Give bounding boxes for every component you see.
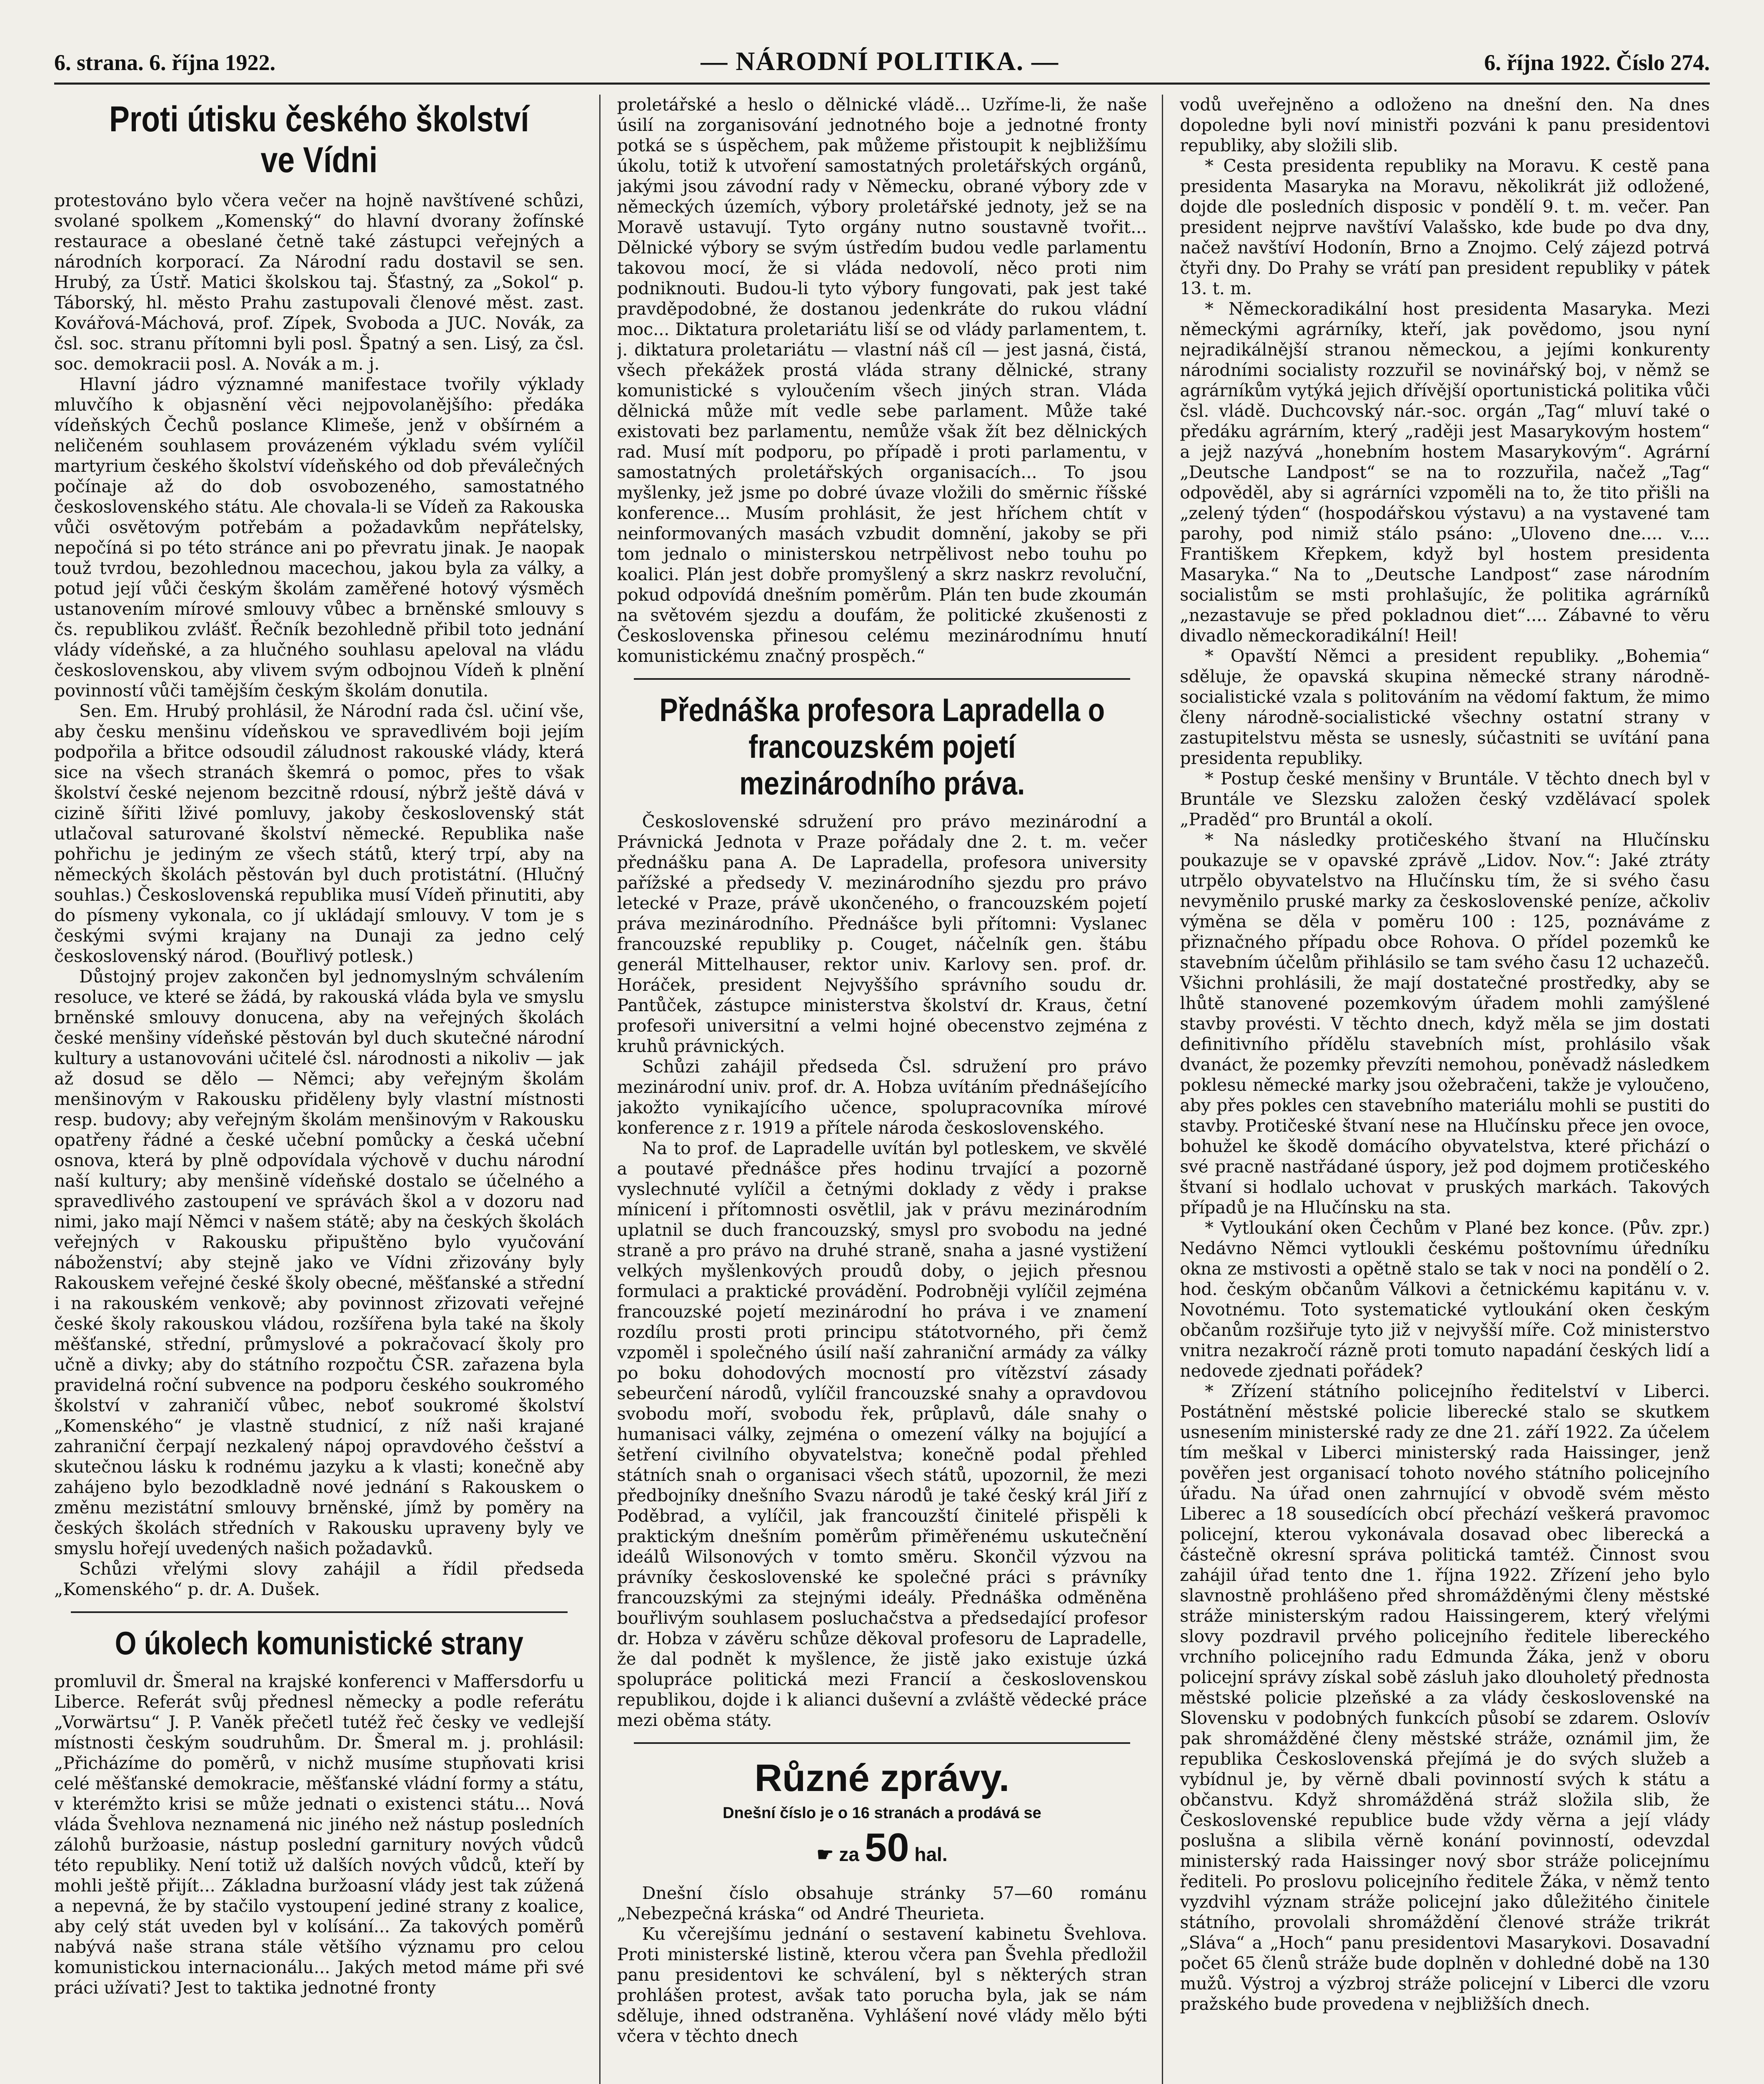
issue-note: Dnešní číslo je o 16 stranách a prodává se xyxy=(723,1804,1041,1822)
article-paragraph: promluvil dr. Šmeral na krajské konferenci v Maffersdorfu u Liberce. Referát svůj přednesl německy a podle referátu „Vorwärtsu“ J. P. Vaněk přečetl tutéž řeč česky ve vedlejší místnosti českým soudruhům. Dr. Šmeral m. j. prohlásil: „Přicházíme do poměrů, v nichž musíme stupňovati krisi celé měšťanské demokracie, měšťanské vládní formy a státu, v kterémžto krisi se může jednati o existenci státu... Nová vláda Švehlova neznamená nic jiného než nástup posledních zálohů buržoasie, nástup poslední garnitury nových vůdců této republiky. Není totiž už dalších nových vůdců, kteří by mohli ještě přijít... Základna buržoasní vlády jest tak zúžená a nepevná, že by stačilo vystoupení jediné strany z koalice, aby celý stát uveden byl v kolísání... Za takových poměrů nabývá naše strana stále většího významu pro celou komunistickou internacionálu... Jakých metod máme při své práci užívati? Jest to taktika jednotné fronty xyxy=(54,1671,584,1998)
article-title-skolstvi: Proti útisku českého školství ve Vídni xyxy=(109,99,529,180)
article-paragraph: Na to prof. de Lapradelle uvítán byl potleskem, ve skvělé a poutavé přednášce přes hodinu trvající a pozorně vyslechnuté vylíčil a četnými doklady z vědy i prakse mínicení i přítomnosti osvětlil, jak v právu mezinárodním uplatnil se duch francouzský, smysl pro svobodu na jedné straně a pro právo na druhé straně, snaha a jasné vystižení velkých myšlenkových proudů doby, o jejich přesnou formulaci a praktické provádění. Podrobněji vylíčil zejména francouzské pojetí mezinárodní ho práva i ve znamení rozdílu prosti proti principu státotvorného, při čemž vzpoměl i společného úsilí naší zahraniční armády za války po boku dohodových mocností pro vítězství zásady sebeurčení národů, vylíčil francouzské snahy a opravdovou svobodu moří, svobodu řek, průplavů, dále snahy o humanisaci války, zejména o omezení války na bojující a šetření civilního obyvatelstva; konečně podal přehled státních snah o organisaci všech států, upozornil, že mezi předbojníky dnešního Svazu národů je také český král Jiří z Poděbrad, a vylíčil, jak francouzští činitelé přispěli k praktickým dnešním poměrům přiměřenému uskutečnění ideálů Wilsonových v tomto směru. Skončil výzvou na právníky československé ke společné práci s právníky francouzskými za stejnými ideály. Přednáška odměněna bouřlivým souhlasem posluchačstva a předsedající profesor dr. Hobza v závěru schůze děkoval profesoru de Lapradelle, že dal podnět k myšlence, že jistě jako existuje úzká spolupráce politická mezi Francií a československou republikou, dojde i k alianci duševní a zvláště vědecké práce mezi oběma státy. xyxy=(617,1138,1147,1730)
news-item: * Cesta presidenta republiky na Moravu. K cestě pana presidenta Masaryka na Moravu, několikrát již odložené, dojde dle posledních disposic v pondělí 9. t. m. večer. Pan president nejprve navštíví Valašsko, kde bude po dva dny, načež navštíví Hodonín, Brno a Znojmo. Celý zájezd potrvá čtyři dny. Do Prahy se vrátí pan president republiky v pátek 13. t. m. xyxy=(1180,156,1710,298)
price-unit: hal. xyxy=(914,1844,948,1865)
article-paragraph: Československé sdružení pro právo mezinárodní a Právnická Jednota v Praze pořádaly dne 2. t. m. večer přednášku pana A. De Lapradella, profesora university pařížské a předsedy V. mezinárodního sjezdu pro právo letecké v Praze, právě ukončeného, o francouzském pojetí práva mezinárodního. Přednášce byli přítomni: Vyslanec francouzské republiky p. Couget, náčelník gen. štábu generál Mittelhauser, rektor univ. Karlovy sen. prof. dr. Horáček, president Nejvyššího správního soudu dr. Pantůček, zástupce ministerstva školství dr. Kraus, četní profesoři universitní a velmi hojné obecenstvo zejména z kruhů právnických. xyxy=(617,812,1147,1056)
header-right: 6. října 1922. Číslo 274. xyxy=(1484,50,1710,75)
price-arrow-icon: ☛ xyxy=(816,1844,834,1865)
news-item: * Vytloukání oken Čechům v Plané bez konce. (Pův. zpr.) Nedávno Němci vytloukli českému poštovnímu úředníku okna ze mstivosti a opětně stalo se tak v noci na pondělí o 2. hod. českým občanům Válkovi a četnickému kapitánu v. v. Novotnému. Toto systematické vytloukání oken českým občanům rozšiřuje tyto již v nejvyšší míře. Což ministerstvo vnitra nezakročí rázně proti tomuto napadání českých lidí a nedovede zjednati pořádek? xyxy=(1180,1218,1710,1381)
column-2 xyxy=(617,95,1163,2084)
article-paragraph: Schůzi vřelými slovy zahájil a řídil předseda „Komenského“ p. dr. A. Dušek. xyxy=(54,1559,584,1599)
columns xyxy=(54,95,1710,2084)
divider xyxy=(634,1742,1131,1744)
divider xyxy=(71,1611,568,1613)
divider xyxy=(634,678,1131,680)
news-item: vodů uveřejněno a odloženo na dnešní den. Na dnes dopoledne byli noví ministři pozváni k panu presidentovi republiky, aby složili slib. xyxy=(1180,95,1710,155)
article-paragraph: Důstojný projev zakončen byl jednomyslným schválením resoluce, ve které se žádá, by rakouská vláda byla ve smyslu brněnské smlouvy donucena, aby na veřejných školách české menšiny vídeňské pěstován byl duch skutečné národní kultury a ustanovováni učitelé čsl. národnosti a nikoliv — jak až dosud se dělo — Němci; aby veřejným školám menšinovým v Rakousku přiděleny byly vlastní místnosti resp. budovy; aby veřejným školám menšinovým v Rakousku opatřeny řádné a české učební pomůcky a česká učební osnova, která by plně odpovídala výchově v duchu národní naší kultury; aby menšině vídeňské dostalo se účelného a spravedlivého zastoupení ve správách škol a v dozoru nad nimi, jako mají Němci v našem státě; aby na českých školách veřejných v Rakousku připuštěno bylo vyučování náboženství; aby stejně jako ve Vídni zřizovány byly Rakouskem veřejné české školy obecné, měšťanské a střední i na rakouském venkově; aby povinnost zřizovati veřejné české školy rakouskou vládou, rozšířena byla také na školy měšťanské, střední, průmyslové a pokračovací školy pro učně a divky; aby do státního rozpočtu ČSR. zařazena byla pravidelná roční subvence na podporu českého soukromého školství v zahraničí vůbec, neboť soukromé školství „Komenského“ je vlastně studnicí, z níž naši krajané zahraniční čerpají nezkalený nápoj opravdového češství a skutečnou lásku k rodnému jazyku a k vlasti; konečně aby zahájeno bylo bezodkladně nové jednání s Rakouskem o změnu mezistátní smlouvy brněnské, jímž by poměry na českých školách středních v Rakousku upraveny byly ve smyslu hořejí uvedených našich požadavků. xyxy=(54,967,584,1558)
section-title-ruzne-zpravy: Různé zprávy. xyxy=(754,1757,1010,1799)
news-item: * Na následky protičeského štvaní na Hlučínsku poukazuje se v opavské zprávě „Lidov. Nov.“: Jaké ztráty utrpělo obyvatelstvo na Hlučínsku tím, že si svého času nevyměnilo pruské marky za československé peníze, ačkoliv výměna se děla v poměru 100 : 125, poznáváme z přiznačného případu obce Rohova. O přídel pozemků ke stavebním účelům přihlásilo se tam svého času 12 uchazečů. Všichni prohlásili, že mají dostatečné prostředky, aby se lhůtě stanovené pozemkovým úřadem mohli zamýšlené stavby provésti. V těchto dnech, když měla se jim dostati definitivního přídělu stavebních míst, prohlásilo však dvanáct, že pozemky převzíti nemohou, poněvadž následkem poklesu německé marky jsou ožebračeni, takže je vyloučeno, aby přes pokles cen stavebního materiálu mohli se pustiti do stavby. Protičeské štvaní nese na Hlučínsku přece jen ovoce, bohužel ke škodě domácího obyvatelstva, které přichází o své pracně nastřádané úspory, jež pod dojmem protičeského štvaní si hodlalo uchovat v pruských markách. Takových případů je na Hlučínsku na sta. xyxy=(1180,830,1710,1217)
header-left: 6. strana. 6. října 1922. xyxy=(54,50,275,75)
article-paragraph: Ku včerejšímu jednání o sestavení kabinetu Švehlova. Proti ministerské listině, kterou včera pan Švehla předložil panu presidentovi ke schválení, byl s některých stran prohlášen protest, avšak tato porucha byla, jak se nám sděluje, ihned odstraněna. Vyhlášení nové vlády mělo býti včera v těchto dnech xyxy=(617,1924,1147,2046)
article-paragraph: Hlavní jádro významné manifestace tvořily výklady mluvčího k objasnění věci nejpovolanějšího: předáka vídeňských Čechů poslance Klimeše, jenž v obšírném a neličeném souhlasem provázeném výkladu svém vylíčil martyrium českého školství vídeňského od dob převálečných počínaje až do dob osvobozeného, samostatného československého státu. Ale chovala-li se Vídeň za Rakouska vůči osvětovým potřebám a požadavkům nepřátelsky, nepočíná si po této stránce ani po převratu jinak. Je naopak touž tvrdou, bezohlednou macechou, jakou byla za války, a potud její vůči českým školám zaměřené hotový výsměch ustanovením mírové smlouvy vůbec a brněnské smlouvy s čs. republikou zvlášť. Řečník bezohledně přibil toto jednání vlády vídeňské, a za hlučného souhlasu apeloval na vládu československou, aby vlivem svým odbojnou Vídeň k plnění povinností vůči tamějším českým školám donutila. xyxy=(54,374,584,701)
price-prefix: za xyxy=(839,1844,860,1865)
news-item: * Opavští Němci a president republiky. „Bohemia“ sděluje, že opavská skupina německé strany národně-socialistické vzala s politováním na vědomí faktum, že mimo členy národně-socialistické všechny ostatní strany v zastupitelstvu města se usnesly, súčastniti se uvítání pana presidenta republiky. xyxy=(1180,646,1710,768)
news-item: * Německoradikální host presidenta Masaryka. Mezi německými agrárníky, kteří, jak povědomo, jsou nyní nejradikálnější stranou německou, a jejími konkurenty národními socialisty rozzuřil se novinářský boj, v němž se agrárníkům vytýká jejich dřívější oportunistická politika vůči čsl. vládě. Duchcovský nár.-soc. orgán „Tag“ mluví také o předáku agrárním, který „raději jest Masarykovým hostem“ a jejž nazývá „honebním hostem Masarykovým“. Agrární „Deutsche Landpost“ se na to rozzuřila, načež „Tag“ odpověděl, aby si agrárníci vzpoměli na to, že tito přišli na „zelený týden“ (hospodářskou výstavu) a na vystavené tam parohy, pod nimiž stálo psáno: „Uloveno dne.... v.... Františkem Křepkem, když byl hostem presidenta Masaryka.“ Na to „Deutsche Landpost“ zase národním socialistům se msti prohlašujíc, že politika agrárníků „nezastavuje se před pokladnou diet“.... Zábavné to věru divadlo německoradikální! Heil! xyxy=(1180,299,1710,646)
news-item: * Zřízení státního policejního ředitelství v Liberci. Postátnění městské policie liberecké stalo se skutkem usnesením ministerské rady ze dne 21. září 1922. Za účelem tím meškal v Liberci ministerský rada Haissinger, jenž pověřen jest organisací tohoto nového státního policejního úřadu. Na úřad onen zahrnující v obvodě svém město Liberec a 18 sousedících obcí přechází veškerá pravomoc policejní, kterou vykonávala dosavad obec liberecká a částečně okresní správa politická tamtéž. Činnost svou zahájil úřad tento dne 1. října 1922. Zřízení jeho bylo slavnostně prohlášeno před shromážděnými členy městské stráže ministerským radou Haissingerem, který vřelými slovy pozdravil prvého policejního ředitele libereckého vrchního policejního radu Edmunda Žáka, jenž v oboru policejní správy získal sobě zásluh jako dlouholetý přednosta městské policie plzeňské a za vlády československé na Slovensku v podobných funkcích působí se zdarem. Oslovív pak shromážděné členy městské stráže, oznámil jim, že republika Československá přejímá je do svých služeb a vybídnul je, by věrně dbali povinností svých k státu a občanstvu. Když shromážděná stráž složila slib, že Československé republice bude vždy věrna a její vlády poslušna a slibila věrně konání povinností, odevzdal ministerský rada Haissinger nový sbor stráže policejnímu řediteli. Po proslovu policejního ředitele Žáka, v němž tento vyzdvihl význam stráže policejní jako důležitého činitele státního, provolali shromáždění členové stráže trikrát „Sláva“ a „Hoch“ panu presidentovi Masarykovi. Dosavadní počet 65 členů stráže bude doplněn v dohledné době na 130 mužů. Výstroj a výzbroj stráže policejní v Liberci dle vzoru pražského bude provedena v nejbližších dnech. xyxy=(1180,1381,1710,2014)
article-paragraph: Dnešní číslo obsahuje stránky 57—60 románu „Nebezpečná kráska“ od André Theurieta. xyxy=(617,1883,1147,1924)
article-paragraph: proletářské a heslo o dělnické vládě... Uzříme-li, že naše úsilí na zorganisování jednotného boje a jednotné fronty potká se s úspěchem, pak můžeme přistoupit k nejbližšímu úkolu, totiž k utvoření samostatných proletářských orgánů, jakými jsou závodní rady v Německu, obrané výbory zde v německých územích, výbory proletářské jednoty, jež se na Moravě ustavují. Tyto orgány nutno soustavně tvořit... Dělnické výbory se svým ústředím budou vedle parlamentu takovou mocí, že si vláda nedovolí, něco proti nim podniknouti. Budou-li tyto výbory fungovati, pak jest také pravděpodobné, že dostanou jedenkráte do rukou vládní moc... Diktatura proletariátu liší se od vlády parlamentem, t. j. diktatura proletariátu — vlastní náš cíl — jest jasná, čistá, všech překážek prostá vláda strany dělnické, strany komunistické s vyloučením všech jiných stran. Vláda dělnická může mít vedle sebe parlament. Může také existovati bez parlamentu, nemůže však žít bez dělnických rad. Musí mít podporu, po případě i proti parlamentu, v samostatných proletářských organisacích... To jsou myšlenky, jež jsme po dobré úvaze vložili do směrnic říšské konference... Musím prohlásit, že jest hříchem chtít v neinformovaných masách vzbudit domnění, jakoby se při tom jednalo o ministerskou netrpělivost nebo touhu po koalici. Plán jest dobře promyšlený a skrz naskrz revoluční, pokud odpovídá dnešním poměrům. Plán ten bude zkoumán na světovém sjezdu a doufám, že politické zkušenosti z Československa přinesou celému mezinárodnímu hnutí komunistickému značný prospěch.“ xyxy=(617,95,1147,666)
article-title-komunisticke: O úkolech komunistické strany xyxy=(115,1625,523,1661)
article-paragraph: Schůzi zahájil předseda Čsl. sdružení pro právo mezinárodní univ. prof. dr. A. Hobza uvítáním přednášejícího jakožto vynikajícího učence, spolupracovníka mírové konference z r. 1919 a přítele národa československého. xyxy=(617,1057,1147,1138)
column-1 xyxy=(54,95,601,2084)
news-item: * Postup české menšiny v Bruntále. V těchto dnech byl v Bruntále ve Slezsku založen český vzdělávací spolek „Praděd“ pro Bruntál a okolí. xyxy=(1180,769,1710,829)
newspaper-title: — NÁRODNÍ POLITIKA. — xyxy=(701,46,1059,76)
masthead xyxy=(54,46,1710,85)
issue-price xyxy=(617,1825,1147,1871)
column-3 xyxy=(1180,95,1710,2084)
article-paragraph: protestováno bylo včera večer na hojně navštívené schůzi, svolané spolkem „Komenský“ do hlavní dvorany žofínské restaurace a obeslané četně také zástupci veřejných a národních korporací. Za Národní radu dostavil se sen. Hrubý, za Ústř. Matici školskou taj. Šťastný, za „Sokol“ p. Táborský, hl. město Prahu zastupovali členové měst. zast. Kovářová-Máchová, prof. Zípek, Svoboda a JUC. Novák, za čsl. soc. stranu přítomni byli posl. Špatný a sen. Lisý, za čsl. soc. demokracii posl. A. Novák a m. j. xyxy=(54,190,584,374)
article-title-lapradelle: Přednáška profesora Lapradella o francouzském pojetí mezinárodního práva. xyxy=(659,691,1105,802)
article-paragraph: Sen. Em. Hrubý prohlásil, že Národní rada čsl. učiní vše, aby česku menšinu vídeňskou ve spravedlivém boji jejím podpořila a břitce odsoudil záludnost rakouské vlády, která sice na všech stranách škemrá o pomoc, přes to však školství české nejenom bezcitně rdousí, nýbrž ještě dává v cizině šířiti lživé pomluvy, jakoby československý stát utlačoval saturované školství německé. Republika naše pohřichu je jediným ze všech států, který trpí, aby na německých školách pěstován byl duch protistátní. (Hlučný souhlas.) Československá republika musí Vídeň přinutiti, aby do písmeny vykonala, co jí ukládají smlouvy. V tom je s českými svými krajany na Dunaji za jedno celý československý národ. (Bouřlivý potlesk.) xyxy=(54,701,584,966)
price-value: 50 xyxy=(864,1825,909,1870)
